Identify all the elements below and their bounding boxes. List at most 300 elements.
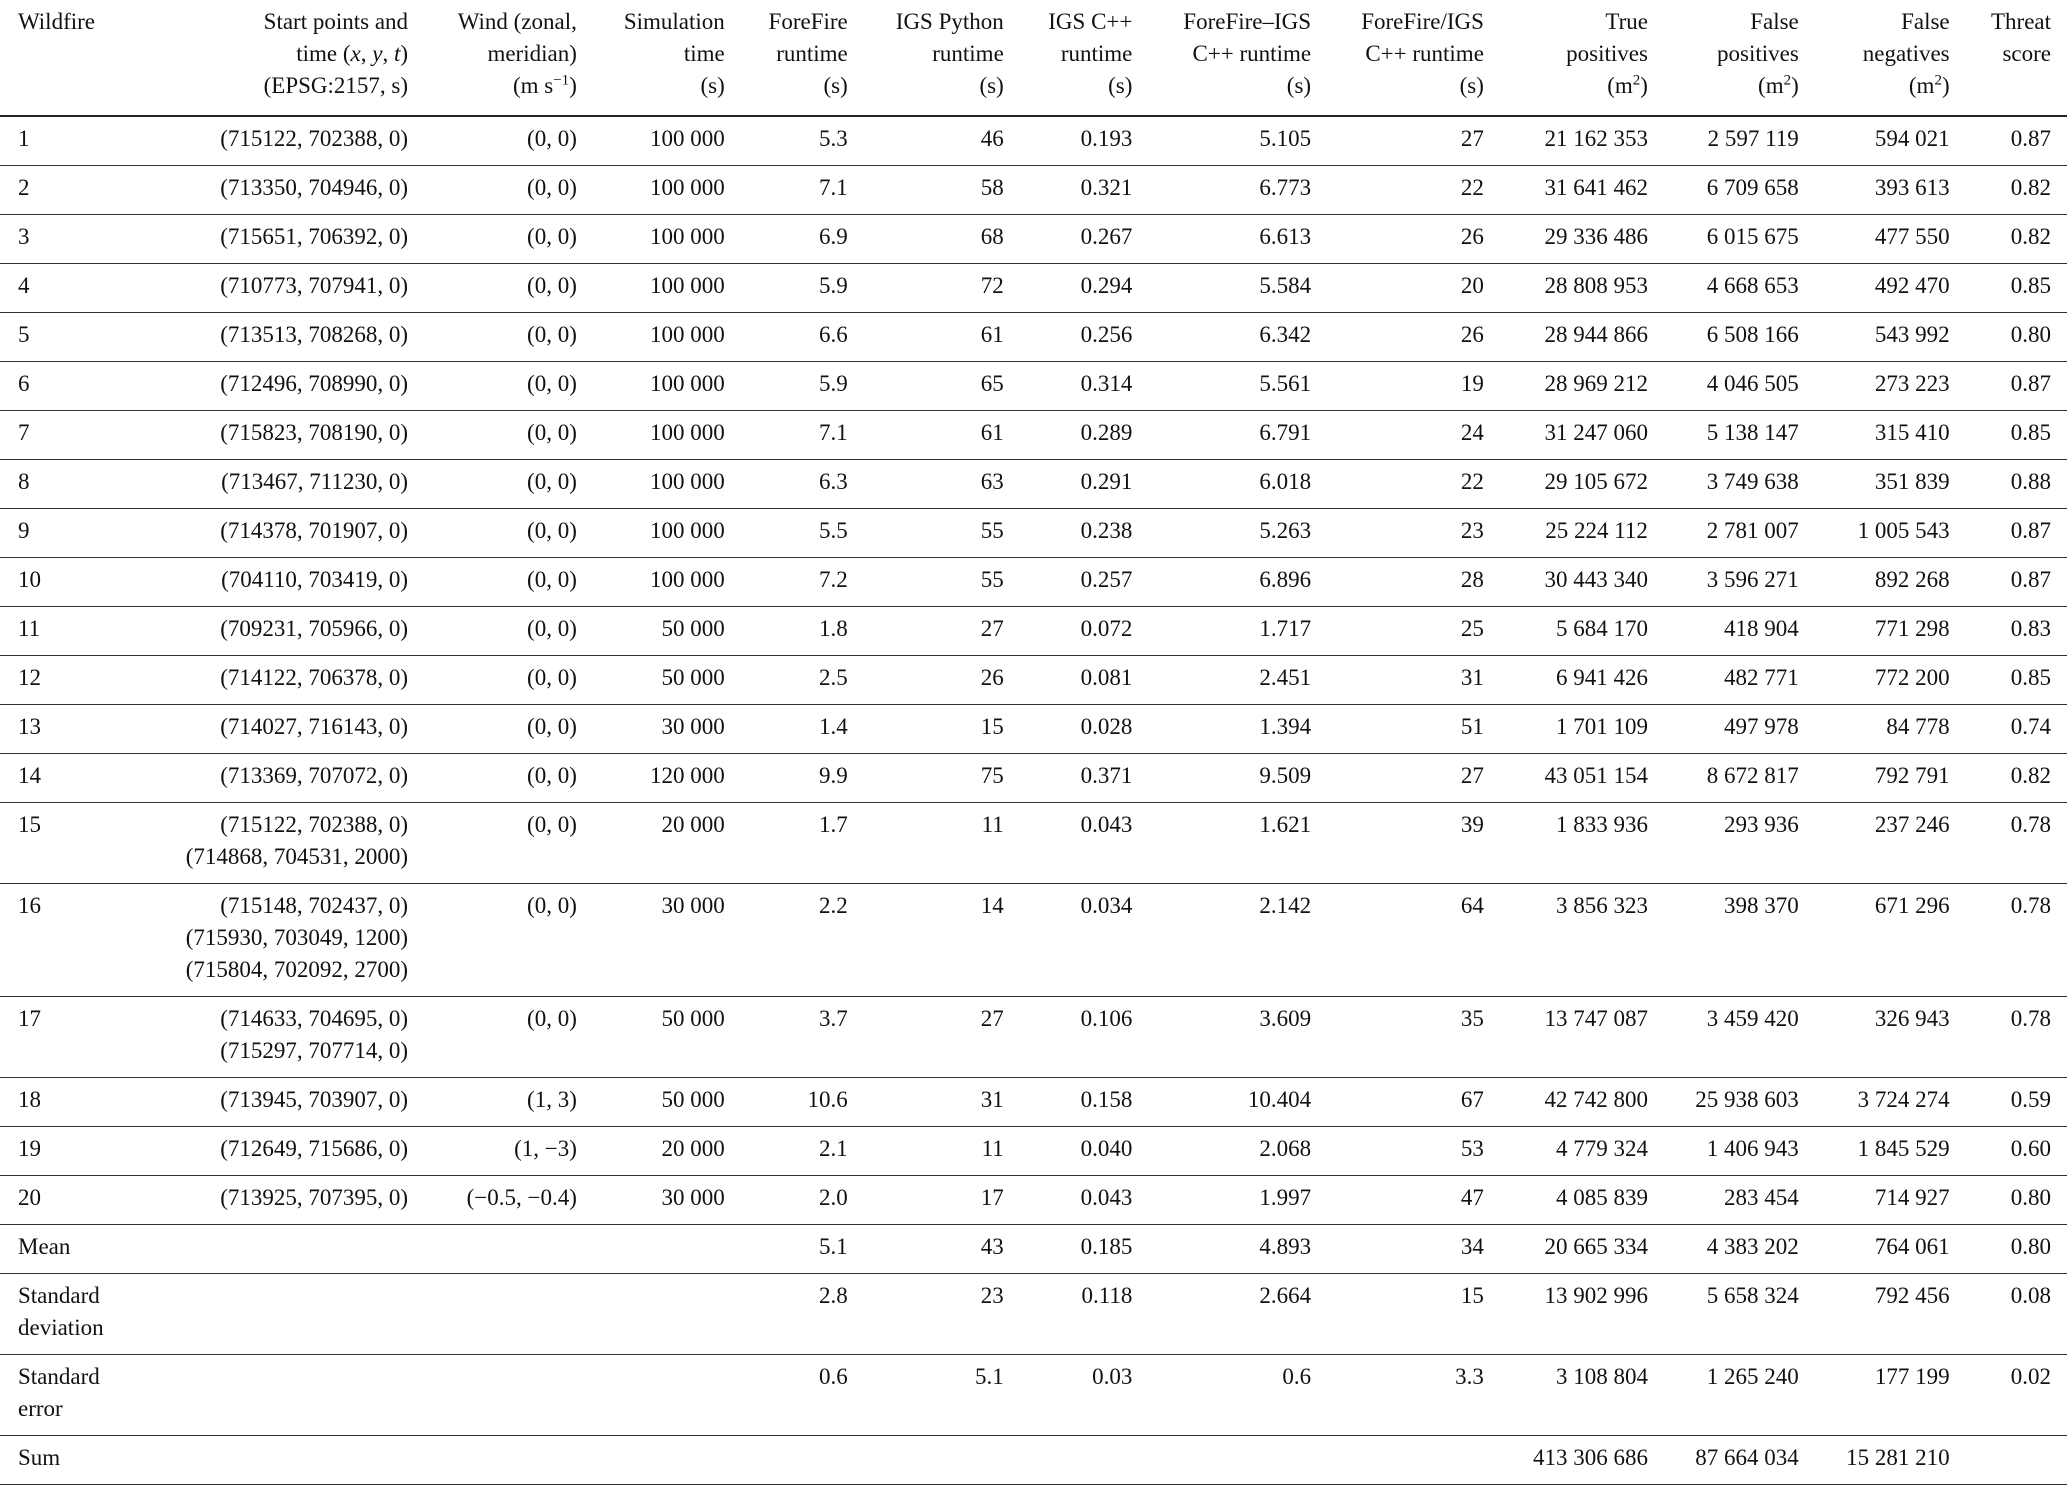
cell-simulation-time [591, 1274, 739, 1355]
cell-line: ForeFire [768, 9, 848, 34]
cell-line: (713350, 704946, 0) [220, 175, 409, 200]
cell-igs-cpp-runtime: 0.371 [1018, 754, 1147, 803]
cell-start-points [135, 116, 422, 166]
cell-igs-python-runtime: 26 [862, 656, 1018, 705]
table-row [0, 362, 2067, 411]
cell-false-positives: 497 978 [1662, 705, 1813, 754]
cell-simulation-time: 100 000 [591, 166, 739, 215]
cell-threat-score: 0.08 [1964, 1274, 2067, 1355]
cell-start-points [135, 1176, 422, 1225]
cell-line: time [683, 41, 725, 66]
cell-line: (714027, 716143, 0) [220, 714, 409, 739]
cell-runtime-ratio: 53 [1325, 1127, 1498, 1176]
cell-false-positives: 6 709 658 [1662, 166, 1813, 215]
cell-wildfire: 8 [0, 460, 135, 509]
cell-line: (715297, 707714, 0) [220, 1038, 409, 1063]
cell-runtime-ratio: 25 [1325, 607, 1498, 656]
cell-start-points [135, 1355, 422, 1436]
cell-true-positives: 28 808 953 [1498, 264, 1662, 313]
cell-forefire-runtime: 5.5 [739, 509, 862, 558]
cell-start-points [135, 1127, 422, 1176]
cell-forefire-runtime: 2.2 [739, 884, 862, 997]
cell-line: (EPSG:2157, s) [263, 73, 409, 98]
cell-line: error [18, 1396, 63, 1421]
cell-forefire-runtime: 7.1 [739, 166, 862, 215]
cell-simulation-time: 20 000 [591, 1127, 739, 1176]
cell-start-points [135, 264, 422, 313]
cell-threat-score: 0.82 [1964, 215, 2067, 264]
cell-line: (712496, 708990, 0) [220, 371, 409, 396]
cell-true-positives: 6 941 426 [1498, 656, 1662, 705]
cell-false-positives: 293 936 [1662, 803, 1813, 884]
cell-igs-cpp-runtime: 0.158 [1018, 1078, 1147, 1127]
cell-false-negatives: 3 724 274 [1813, 1078, 1964, 1127]
cell-threat-score: 0.83 [1964, 607, 2067, 656]
cell-start-points [135, 313, 422, 362]
cell-forefire-runtime: 1.8 [739, 607, 862, 656]
cell-wind: (0, 0) [422, 313, 591, 362]
cell-true-positives: 3 108 804 [1498, 1355, 1662, 1436]
cell-threat-score: 0.87 [1964, 116, 2067, 166]
cell-false-positives: 6 508 166 [1662, 313, 1813, 362]
cell-line: Threat [1990, 9, 2051, 34]
cell-start-points [135, 607, 422, 656]
table-row [0, 215, 2067, 264]
table-row [0, 264, 2067, 313]
cell-wildfire: 3 [0, 215, 135, 264]
cell-igs-python-runtime: 43 [862, 1225, 1018, 1274]
cell-start-points [135, 215, 422, 264]
cell-forefire-runtime: 3.7 [739, 997, 862, 1078]
cell-wind: (0, 0) [422, 997, 591, 1078]
cell-simulation-time: 30 000 [591, 884, 739, 997]
header-runtime-difference [1146, 0, 1325, 116]
table-row [0, 607, 2067, 656]
cell-false-negatives: 315 410 [1813, 411, 1964, 460]
cell-igs-cpp-runtime: 0.267 [1018, 215, 1147, 264]
cell-line: Start points and [263, 9, 409, 34]
cell-runtime-difference: 5.561 [1146, 362, 1325, 411]
cell-runtime-ratio: 34 [1325, 1225, 1498, 1274]
cell-simulation-time: 50 000 [591, 1078, 739, 1127]
cell-forefire-runtime: 1.7 [739, 803, 862, 884]
cell-line: (713467, 711230, 0) [221, 469, 409, 494]
cell-line: $(m^2)$ [1758, 72, 1799, 98]
cell-wildfire: 18 [0, 1078, 135, 1127]
cell-wildfire: 1 [0, 116, 135, 166]
cell-false-positives: 5 658 324 [1662, 1274, 1813, 1355]
cell-wildfire: 14 [0, 754, 135, 803]
cell-threat-score: 0.88 [1964, 460, 2067, 509]
cell-start-points [135, 803, 422, 884]
cell-simulation-time [591, 1436, 739, 1485]
cell-igs-cpp-runtime: 0.294 [1018, 264, 1147, 313]
cell-line: (715651, 706392, 0) [220, 224, 409, 249]
cell-runtime-difference: 5.584 [1146, 264, 1325, 313]
cell-false-positives: 3 459 420 [1662, 997, 1813, 1078]
cell-igs-python-runtime: 5.1 [862, 1355, 1018, 1436]
cell-runtime-ratio: 3.3 [1325, 1355, 1498, 1436]
cell-line: Sum [18, 1445, 61, 1470]
cell-wind: (0, 0) [422, 803, 591, 884]
table-body [0, 116, 2067, 1485]
cell-line: (715122, 702388, 0) [220, 126, 409, 151]
cell-wind: (1, 3) [422, 1078, 591, 1127]
cell-runtime-ratio: 26 [1325, 313, 1498, 362]
cell-wind: (0, 0) [422, 656, 591, 705]
cell-runtime-ratio: 22 [1325, 166, 1498, 215]
cell-true-positives: 5 684 170 [1498, 607, 1662, 656]
cell-line: Standard [18, 1283, 100, 1308]
cell-simulation-time: 100 000 [591, 264, 739, 313]
cell-false-negatives: 772 200 [1813, 656, 1964, 705]
cell-wildfire: 13 [0, 705, 135, 754]
cell-false-positives: 4 383 202 [1662, 1225, 1813, 1274]
cell-igs-python-runtime: 14 [862, 884, 1018, 997]
cell-igs-python-runtime: 15 [862, 705, 1018, 754]
cell-true-positives: 13 747 087 [1498, 997, 1662, 1078]
cell-start-points [135, 362, 422, 411]
cell-wildfire: 5 [0, 313, 135, 362]
cell-igs-cpp-runtime: 0.118 [1018, 1274, 1147, 1355]
cell-runtime-difference: 6.018 [1146, 460, 1325, 509]
cell-start-points [135, 1225, 422, 1274]
cell-line: C++ runtime [1365, 41, 1484, 66]
cell-runtime-difference: 2.451 [1146, 656, 1325, 705]
cell-false-positives: 6 015 675 [1662, 215, 1813, 264]
cell-line: deviation [18, 1315, 104, 1340]
cell-runtime-difference: 6.896 [1146, 558, 1325, 607]
cell-true-positives: 413 306 686 [1498, 1436, 1662, 1485]
cell-wind [422, 1274, 591, 1355]
cell-igs-cpp-runtime: 0.03 [1018, 1355, 1147, 1436]
cell-false-negatives: 771 298 [1813, 607, 1964, 656]
cell-runtime-ratio: 39 [1325, 803, 1498, 884]
cell-line: (715148, 702437, 0) [220, 893, 409, 918]
cell-runtime-ratio: 27 [1325, 754, 1498, 803]
cell-simulation-time: 50 000 [591, 607, 739, 656]
cell-runtime-ratio: 51 [1325, 705, 1498, 754]
cell-simulation-time: 30 000 [591, 1176, 739, 1225]
cell-forefire-runtime: 7.1 [739, 411, 862, 460]
cell-simulation-time: 100 000 [591, 411, 739, 460]
cell-threat-score: 0.85 [1964, 411, 2067, 460]
cell-runtime-difference: 2.664 [1146, 1274, 1325, 1355]
cell-line: (s) [1108, 73, 1133, 98]
cell-line: runtime [776, 41, 848, 66]
cell-runtime-difference: 5.263 [1146, 509, 1325, 558]
cell-igs-python-runtime: 72 [862, 264, 1018, 313]
cell-wildfire: 16 [0, 884, 135, 997]
cell-wind: (0, 0) [422, 166, 591, 215]
cell-runtime-ratio: 64 [1325, 884, 1498, 997]
table-row [0, 313, 2067, 362]
cell-false-negatives: 84 778 [1813, 705, 1964, 754]
cell-simulation-time [591, 1355, 739, 1436]
summary-row [0, 1355, 2067, 1436]
table-row [0, 116, 2067, 166]
cell-line: Wind (zonal, [457, 9, 577, 34]
cell-simulation-time: 120 000 [591, 754, 739, 803]
cell-igs-python-runtime: 65 [862, 362, 1018, 411]
cell-line: (713513, 708268, 0) [220, 322, 409, 347]
table-row [0, 166, 2067, 215]
cell-threat-score: 0.87 [1964, 509, 2067, 558]
cell-simulation-time: 30 000 [591, 705, 739, 754]
cell-igs-cpp-runtime: 0.034 [1018, 884, 1147, 997]
cell-false-negatives: 326 943 [1813, 997, 1964, 1078]
header-start-points [135, 0, 422, 116]
cell-line: (713369, 707072, 0) [220, 763, 409, 788]
cell-simulation-time: 50 000 [591, 997, 739, 1078]
table-row [0, 884, 2067, 997]
cell-forefire-runtime: 5.1 [739, 1225, 862, 1274]
cell-true-positives: 4 779 324 [1498, 1127, 1662, 1176]
cell-forefire-runtime: 9.9 [739, 754, 862, 803]
cell-runtime-difference [1146, 1436, 1325, 1485]
cell-simulation-time: 100 000 [591, 313, 739, 362]
cell-forefire-runtime: 10.6 [739, 1078, 862, 1127]
cell-true-positives: 13 902 996 [1498, 1274, 1662, 1355]
cell-line: (714122, 706378, 0) [220, 665, 409, 690]
cell-igs-cpp-runtime: 0.256 [1018, 313, 1147, 362]
cell-igs-cpp-runtime: 0.321 [1018, 166, 1147, 215]
cell-line: runtime [932, 41, 1004, 66]
cell-true-positives: 29 105 672 [1498, 460, 1662, 509]
cell-line: ForeFire/IGS [1361, 9, 1484, 34]
cell-start-points [135, 1274, 422, 1355]
cell-false-positives: 4 046 505 [1662, 362, 1813, 411]
cell-line: $(m^2)$ [1908, 72, 1950, 98]
cell-line: (715804, 702092, 2700) [185, 957, 409, 982]
cell-runtime-difference: 4.893 [1146, 1225, 1325, 1274]
cell-runtime-ratio: 67 [1325, 1078, 1498, 1127]
cell-wildfire: 7 [0, 411, 135, 460]
cell-runtime-ratio: 24 [1325, 411, 1498, 460]
cell-false-negatives: 15 281 210 [1813, 1436, 1964, 1485]
cell-wildfire: 20 [0, 1176, 135, 1225]
cell-line: (s) [979, 73, 1004, 98]
cell-line: (715823, 708190, 0) [220, 420, 409, 445]
cell-false-negatives: 237 246 [1813, 803, 1964, 884]
cell-wind: (0, 0) [422, 509, 591, 558]
cell-true-positives: 20 665 334 [1498, 1225, 1662, 1274]
cell-igs-python-runtime: 27 [862, 997, 1018, 1078]
cell-runtime-ratio: 26 [1325, 215, 1498, 264]
cell-line: runtime [1060, 41, 1133, 66]
cell-false-positives: 3 749 638 [1662, 460, 1813, 509]
cell-line: C++ runtime [1192, 41, 1312, 66]
cell-false-positives: 283 454 [1662, 1176, 1813, 1225]
cell-threat-score: 0.02 [1964, 1355, 2067, 1436]
cell-wind: (0, 0) [422, 411, 591, 460]
cell-forefire-runtime: 6.3 [739, 460, 862, 509]
header-true-positives [1498, 0, 1662, 116]
cell-wind [422, 1436, 591, 1485]
cell-threat-score: 0.60 [1964, 1127, 2067, 1176]
cell-runtime-ratio: 22 [1325, 460, 1498, 509]
cell-igs-python-runtime: 68 [862, 215, 1018, 264]
cell-igs-python-runtime: 61 [862, 411, 1018, 460]
cell-line: meridian) [487, 41, 577, 66]
cell-igs-python-runtime: 75 [862, 754, 1018, 803]
cell-false-positives: 87 664 034 [1662, 1436, 1813, 1485]
cell-forefire-runtime: 5.9 [739, 362, 862, 411]
cell-wildfire: 6 [0, 362, 135, 411]
cell-runtime-difference: 1.717 [1146, 607, 1325, 656]
cell-true-positives: 31 247 060 [1498, 411, 1662, 460]
cell-true-positives: 4 085 839 [1498, 1176, 1662, 1225]
cell-false-positives: 398 370 [1662, 884, 1813, 997]
cell-false-positives: 1 406 943 [1662, 1127, 1813, 1176]
cell-igs-cpp-runtime: 0.081 [1018, 656, 1147, 705]
cell-false-negatives: 892 268 [1813, 558, 1964, 607]
cell-igs-cpp-runtime: 0.028 [1018, 705, 1147, 754]
cell-line: False [1750, 9, 1799, 34]
cell-threat-score: 0.85 [1964, 656, 2067, 705]
cell-wind: (0, 0) [422, 607, 591, 656]
cell-start-points [135, 166, 422, 215]
cell-start-points [135, 1436, 422, 1485]
cell-line: IGS C++ [1048, 9, 1133, 34]
cell-wildfire: 9 [0, 509, 135, 558]
cell-igs-cpp-runtime: 0.040 [1018, 1127, 1147, 1176]
summary-row [0, 1436, 2067, 1485]
cell-wildfire: 19 [0, 1127, 135, 1176]
table-row [0, 460, 2067, 509]
cell-line: ForeFire–IGS [1183, 9, 1312, 34]
cell-line: (709231, 705966, 0) [220, 616, 409, 641]
cell-line: (713945, 703907, 0) [220, 1087, 409, 1112]
cell-runtime-difference: 10.404 [1146, 1078, 1325, 1127]
cell-runtime-difference: 1.621 [1146, 803, 1325, 884]
cell-igs-cpp-runtime: 0.193 [1018, 116, 1147, 166]
cell-runtime-difference: 6.613 [1146, 215, 1325, 264]
cell-wildfire: 2 [0, 166, 135, 215]
cell-false-positives: 25 938 603 [1662, 1078, 1813, 1127]
cell-runtime-difference: 0.6 [1146, 1355, 1325, 1436]
table-row [0, 754, 2067, 803]
cell-line: Wildfire [18, 9, 95, 34]
cell-igs-python-runtime: 11 [862, 803, 1018, 884]
cell-forefire-runtime: 0.6 [739, 1355, 862, 1436]
cell-forefire-runtime: 5.3 [739, 116, 862, 166]
cell-igs-cpp-runtime: 0.291 [1018, 460, 1147, 509]
cell-false-negatives: 1 845 529 [1813, 1127, 1964, 1176]
table-row [0, 803, 2067, 884]
cell-simulation-time: 20 000 [591, 803, 739, 884]
cell-wind: (0, 0) [422, 884, 591, 997]
cell-forefire-runtime [739, 1436, 862, 1485]
table-row [0, 509, 2067, 558]
cell-line: (714378, 701907, 0) [220, 518, 409, 543]
cell-threat-score [1964, 1436, 2067, 1485]
cell-line: $(m^2)$ [1607, 72, 1648, 98]
cell-threat-score: 0.78 [1964, 803, 2067, 884]
table-row [0, 558, 2067, 607]
cell-forefire-runtime: 2.5 [739, 656, 862, 705]
header-wildfire [0, 0, 135, 116]
cell-line: (712649, 715686, 0) [220, 1136, 409, 1161]
cell-threat-score: 0.78 [1964, 997, 2067, 1078]
cell-wind: (−0.5, −0.4) [422, 1176, 591, 1225]
cell-threat-score: 0.59 [1964, 1078, 2067, 1127]
cell-false-positives: 418 904 [1662, 607, 1813, 656]
cell-true-positives: 21 162 353 [1498, 116, 1662, 166]
cell-forefire-runtime: 2.1 [739, 1127, 862, 1176]
cell-wildfire: 12 [0, 656, 135, 705]
cell-start-points [135, 997, 422, 1078]
cell-false-positives: 2 781 007 [1662, 509, 1813, 558]
cell-line: IGS Python [895, 9, 1004, 34]
cell-runtime-difference: 1.394 [1146, 705, 1325, 754]
cell-false-negatives: 594 021 [1813, 116, 1964, 166]
cell-igs-cpp-runtime: 0.257 [1018, 558, 1147, 607]
header-false-negatives [1813, 0, 1964, 116]
cell-false-negatives: 273 223 [1813, 362, 1964, 411]
cell-line: Standard [18, 1364, 100, 1389]
cell-igs-cpp-runtime: 0.289 [1018, 411, 1147, 460]
header-row [0, 0, 2067, 116]
cell-wind [422, 1225, 591, 1274]
cell-threat-score: 0.82 [1964, 754, 2067, 803]
cell-runtime-difference: 2.142 [1146, 884, 1325, 997]
cell-wind: (0, 0) [422, 362, 591, 411]
cell-forefire-runtime: 1.4 [739, 705, 862, 754]
cell-false-negatives: 177 199 [1813, 1355, 1964, 1436]
cell-igs-cpp-runtime: 0.072 [1018, 607, 1147, 656]
cell-line: (710773, 707941, 0) [220, 273, 409, 298]
cell-true-positives: 3 856 323 [1498, 884, 1662, 997]
cell-igs-python-runtime: 63 [862, 460, 1018, 509]
cell-line: (715122, 702388, 0) [220, 812, 409, 837]
cell-line: (s) [1459, 73, 1484, 98]
cell-runtime-difference: 6.773 [1146, 166, 1325, 215]
cell-wildfire: 15 [0, 803, 135, 884]
cell-igs-cpp-runtime: 0.238 [1018, 509, 1147, 558]
cell-igs-cpp-runtime: 0.185 [1018, 1225, 1147, 1274]
cell-true-positives: 30 443 340 [1498, 558, 1662, 607]
header-wind [422, 0, 591, 116]
cell-runtime-difference: 2.068 [1146, 1127, 1325, 1176]
cell-wind: (1, −3) [422, 1127, 591, 1176]
header-igs-cpp-runtime [1018, 0, 1147, 116]
cell-true-positives: 28 944 866 [1498, 313, 1662, 362]
cell-wind: (0, 0) [422, 116, 591, 166]
cell-line: (s) [700, 73, 725, 98]
cell-true-positives: 25 224 112 [1498, 509, 1662, 558]
cell-igs-python-runtime: 46 [862, 116, 1018, 166]
table-row [0, 656, 2067, 705]
cell-false-positives: 482 771 [1662, 656, 1813, 705]
cell-igs-python-runtime: 27 [862, 607, 1018, 656]
header-false-positives [1662, 0, 1813, 116]
cell-runtime-difference: 9.509 [1146, 754, 1325, 803]
cell-false-positives: 2 597 119 [1662, 116, 1813, 166]
cell-false-negatives: 393 613 [1813, 166, 1964, 215]
cell-line: Simulation [623, 9, 725, 34]
cell-runtime-difference: 6.791 [1146, 411, 1325, 460]
cell-line: Mean [18, 1234, 71, 1259]
cell-false-negatives: 792 456 [1813, 1274, 1964, 1355]
cell-igs-python-runtime: 55 [862, 558, 1018, 607]
cell-line: score [2002, 41, 2051, 66]
table-header [0, 0, 2067, 116]
cell-start-points [135, 884, 422, 997]
cell-runtime-ratio: 19 [1325, 362, 1498, 411]
cell-wind: (0, 0) [422, 558, 591, 607]
cell-false-negatives: 792 791 [1813, 754, 1964, 803]
